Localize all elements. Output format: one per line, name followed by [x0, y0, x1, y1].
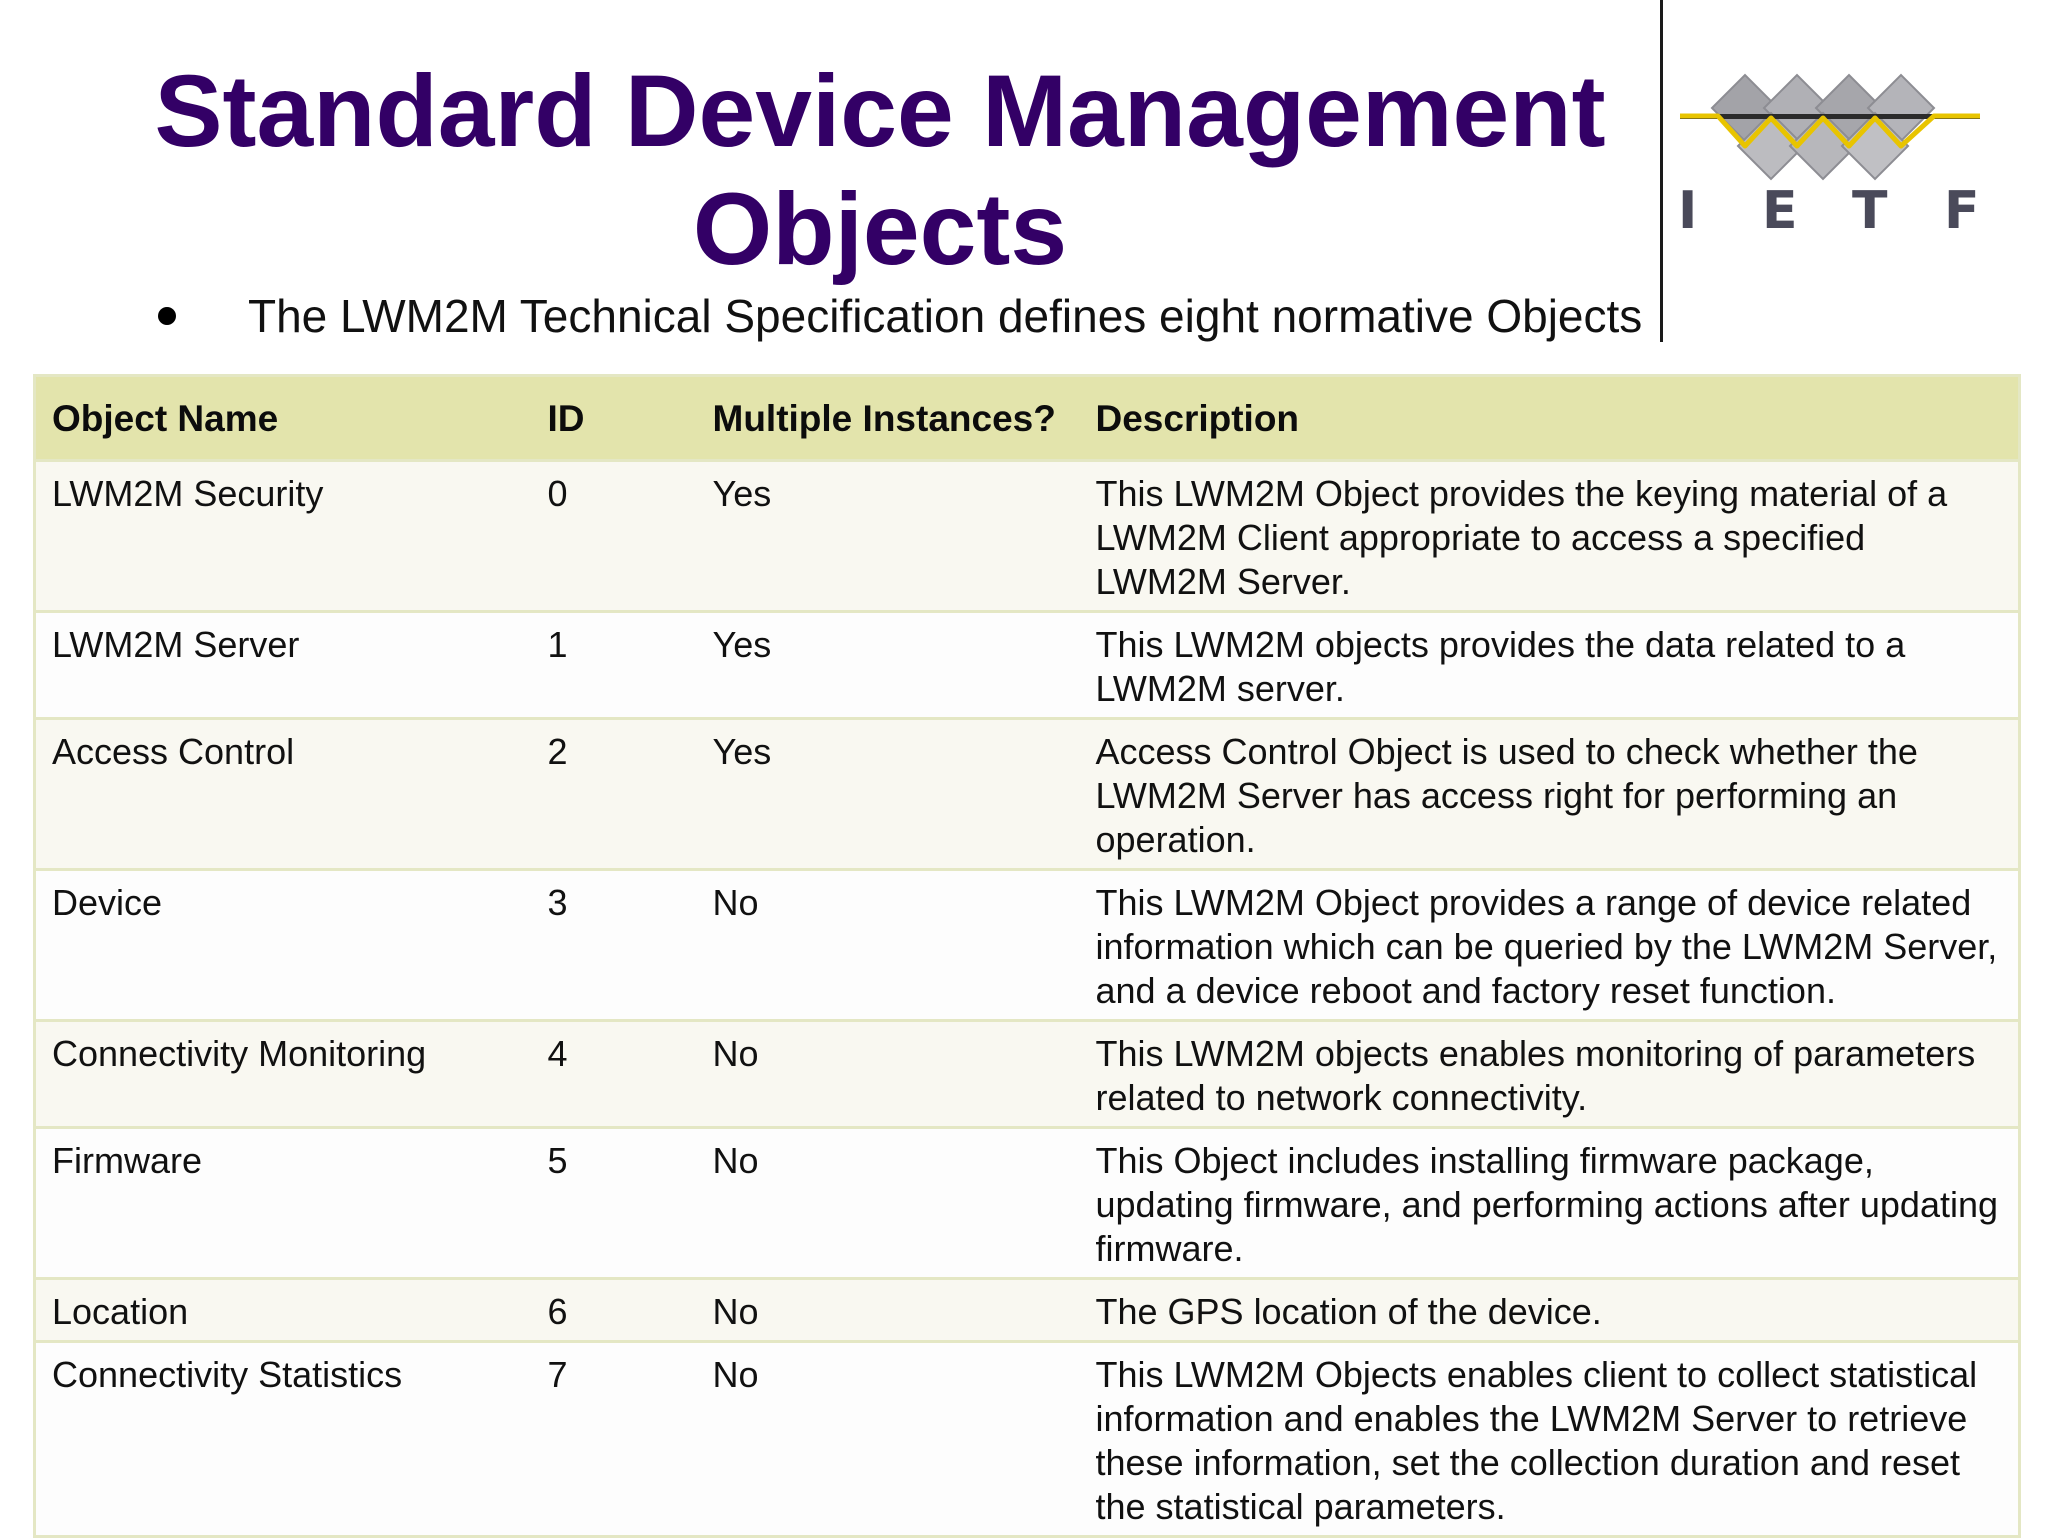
- cell-object-name: Location: [35, 1279, 532, 1342]
- cell-id: 5: [532, 1128, 697, 1279]
- cell-id: 3: [532, 870, 697, 1021]
- cell-object-name: Access Control: [35, 719, 532, 870]
- table-row: [35, 719, 2020, 870]
- cell-description: The GPS location of the device.: [1080, 1279, 2020, 1342]
- cell-description: Access Control Object is used to check whether the LWM2M Server has access right for performing an operation.: [1080, 719, 2020, 870]
- cell-multiple-instances: Yes: [697, 719, 1080, 870]
- logo-letter-e: E: [1762, 181, 1798, 241]
- logo-letter-t: T: [1852, 181, 1888, 241]
- cell-multiple-instances: Yes: [697, 612, 1080, 719]
- cell-description: This LWM2M Objects enables client to collect statistical information and enables the LWM2M Server to retrieve these information, set the collection duration and reset the statistical parameters.: [1080, 1342, 2020, 1537]
- table-row: [35, 461, 2020, 612]
- logo-letter-f: F: [1944, 181, 1980, 241]
- table-row: [35, 1342, 2020, 1537]
- table-header-row: [35, 376, 2020, 461]
- cell-multiple-instances: No: [697, 1279, 1080, 1342]
- cell-id: 2: [532, 719, 697, 870]
- cell-multiple-instances: No: [697, 1342, 1080, 1537]
- logo-diamonds: [1712, 75, 1934, 179]
- slide-title: [130, 52, 1630, 288]
- objects-table: [33, 374, 2021, 1538]
- table-row: [35, 1128, 2020, 1279]
- cell-description: This Object includes installing firmware package, updating firmware, and performing actions after updating firmware.: [1080, 1128, 2020, 1279]
- cell-multiple-instances: No: [697, 870, 1080, 1021]
- table-row: [35, 1279, 2020, 1342]
- cell-object-name: LWM2M Server: [35, 612, 532, 719]
- bullet-dot-icon: [158, 307, 176, 325]
- column-header-multiple-instances: Multiple Instances?: [697, 376, 1080, 461]
- cell-object-name: LWM2M Security: [35, 461, 532, 612]
- cell-object-name: Connectivity Monitoring: [35, 1021, 532, 1128]
- cell-multiple-instances: No: [697, 1128, 1080, 1279]
- bullet-text: The LWM2M Technical Specification defines eight normative Objects: [248, 290, 1643, 342]
- cell-description: This LWM2M Object provides a range of device related information which can be queried by the LWM2M Server, and a device reboot and factory reset function.: [1080, 870, 2020, 1021]
- slide-title-line-2: Objects: [692, 172, 1068, 286]
- bullet-item: [150, 286, 1650, 346]
- cell-id: 1: [532, 612, 697, 719]
- cell-object-name: Firmware: [35, 1128, 532, 1279]
- cell-description: This LWM2M objects provides the data related to a LWM2M server.: [1080, 612, 2020, 719]
- cell-multiple-instances: Yes: [697, 461, 1080, 612]
- cell-description: This LWM2M Object provides the keying material of a LWM2M Client appropriate to access a specified LWM2M Server.: [1080, 461, 2020, 612]
- slide-title-line-1: Standard Device Management: [154, 54, 1606, 168]
- vertical-divider: [1660, 0, 1663, 342]
- table-row: [35, 1021, 2020, 1128]
- cell-id: 0: [532, 461, 697, 612]
- cell-object-name: Connectivity Statistics: [35, 1342, 532, 1537]
- column-header-description: Description: [1080, 376, 2020, 461]
- table-row: [35, 870, 2020, 1021]
- cell-id: 7: [532, 1342, 697, 1537]
- table-row: [35, 612, 2020, 719]
- cell-id: 4: [532, 1021, 697, 1128]
- column-header-id: ID: [532, 376, 697, 461]
- logo-letter-i: I: [1678, 181, 1698, 241]
- cell-object-name: Device: [35, 870, 532, 1021]
- column-header-object-name: Object Name: [35, 376, 532, 461]
- cell-multiple-instances: No: [697, 1021, 1080, 1128]
- ietf-logo: [1672, 60, 1996, 250]
- cell-description: This LWM2M objects enables monitoring of parameters related to network connectivity.: [1080, 1021, 2020, 1128]
- cell-id: 6: [532, 1279, 697, 1342]
